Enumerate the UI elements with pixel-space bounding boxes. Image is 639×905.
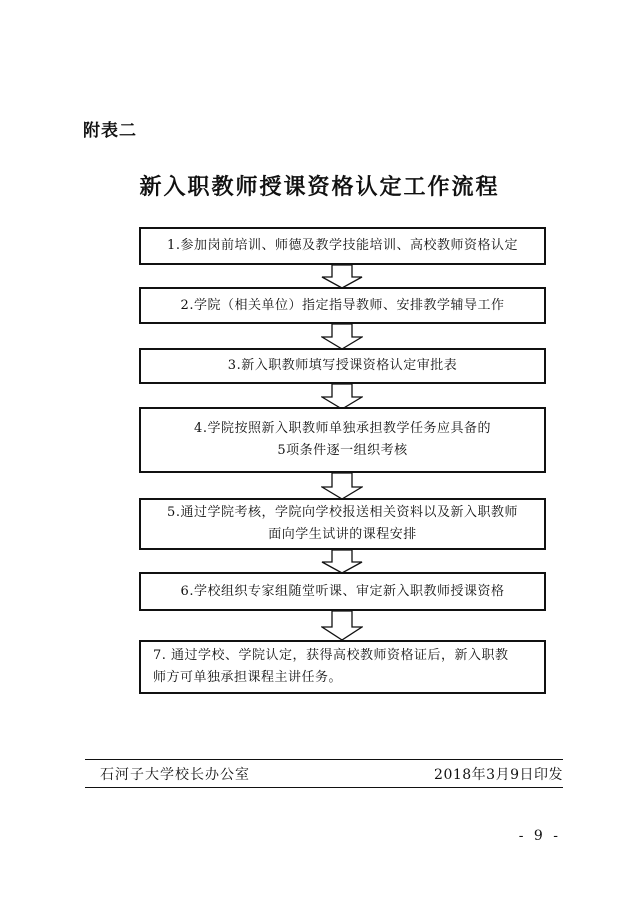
flow-step-1-text: 1.参加岗前培训、师德及教学技能培训、高校教师资格认定	[167, 238, 518, 253]
down-arrow-icon	[321, 473, 363, 500]
appendix-label: 附表二	[83, 121, 137, 141]
footer-bottom-rule	[85, 787, 563, 788]
flow-step-3	[139, 348, 546, 384]
flow-step-5-text: 5.通过学院考核，学院向学校报送相关资料以及新入职教师 面向学生试讲的课程安排	[167, 505, 518, 542]
down-arrow-icon	[321, 550, 363, 574]
footer-date: 2018年3月9日印发	[434, 767, 563, 783]
footer-top-rule	[85, 759, 563, 760]
flow-step-6	[139, 572, 546, 611]
flow-step-2	[139, 287, 546, 324]
footer-issuer: 石河子大学校长办公室	[100, 767, 250, 783]
flow-step-1	[139, 227, 546, 265]
flow-step-7	[139, 640, 546, 694]
down-arrow-icon	[321, 265, 363, 289]
flow-step-4	[139, 407, 546, 473]
flow-step-3-text: 3.新入职教师填写授课资格认定审批表	[227, 358, 458, 373]
flow-step-5	[139, 498, 546, 550]
down-arrow-icon	[321, 611, 363, 641]
flow-step-4-text: 4.学院按照新入职教师单独承担教学任务应具备的 5项条件逐一组织考核	[194, 421, 491, 458]
document-title: 新入职教师授课资格认定工作流程	[139, 175, 500, 200]
flow-step-6-text: 6.学校组织专家组随堂听课、审定新入职教师授课资格	[180, 583, 505, 599]
flow-step-7-text: 7. 通过学校、学院认定，获得高校教师资格证后，新入职教 师方可单独承担课程主讲任务。	[153, 648, 509, 685]
page-number: - 9 -	[518, 828, 561, 844]
down-arrow-icon	[321, 324, 363, 350]
flow-step-2-text: 2.学院（相关单位）指定指导教师、安排教学辅导工作	[180, 297, 505, 313]
